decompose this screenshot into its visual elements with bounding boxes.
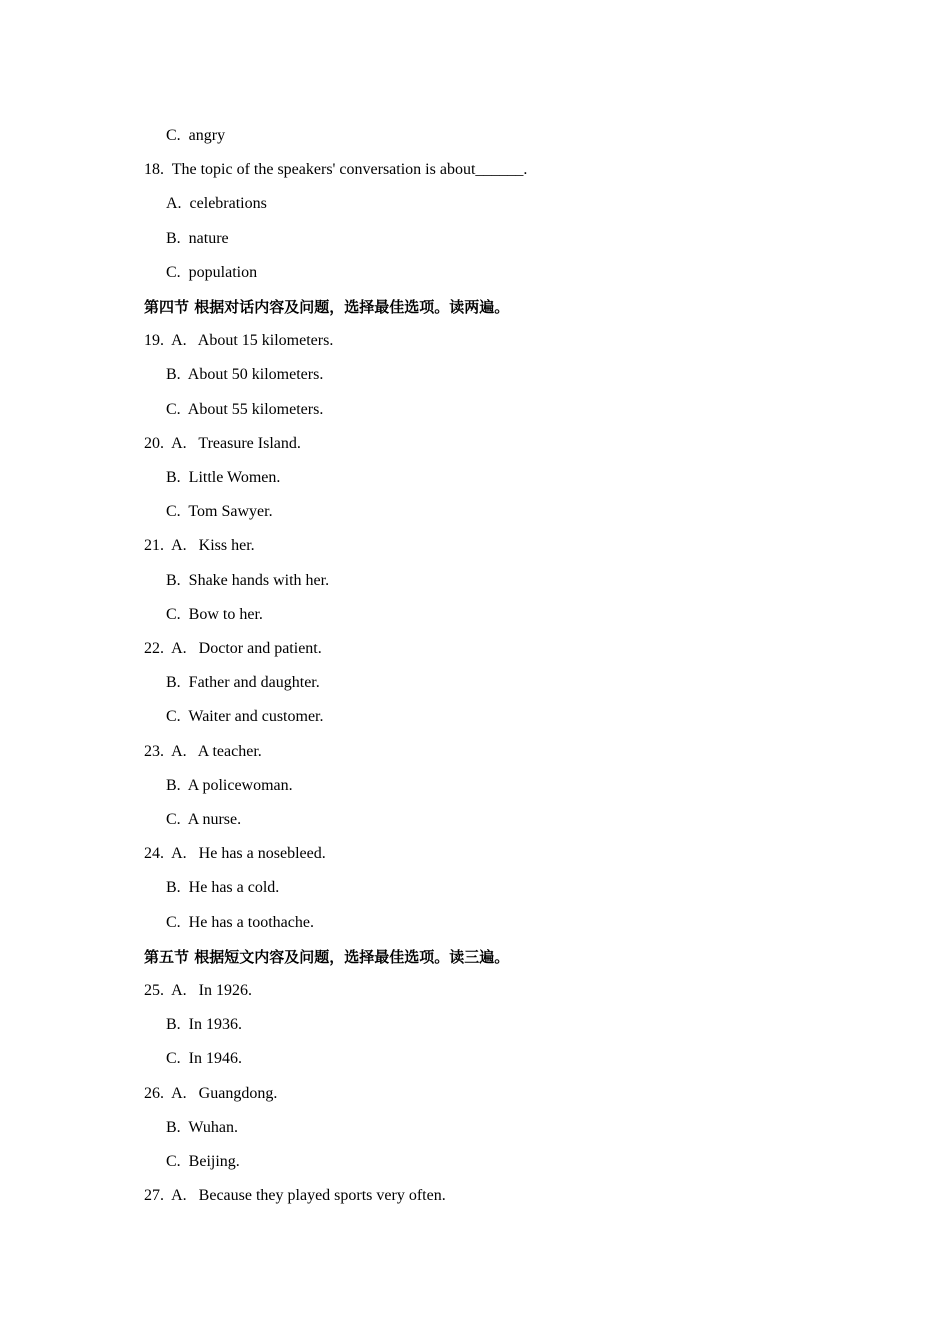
text-line: 21. A. Kiss her. — [144, 537, 255, 554]
text-line: C. angry — [166, 127, 226, 144]
text-line: B. nature — [166, 230, 229, 247]
section-heading: 第五节 根据短文内容及问题，选择最佳选项。读三遍。 — [144, 948, 510, 966]
text-line: C. Waiter and customer. — [166, 708, 324, 725]
text-line: 25. A. In 1926. — [144, 982, 252, 999]
text-line: C. About 55 kilometers. — [166, 401, 324, 418]
text-line: 20. A. Treasure Island. — [144, 435, 301, 452]
text-line: 26. A. Guangdong. — [144, 1085, 278, 1102]
text-line: C. Beijing. — [166, 1153, 240, 1170]
text-line: C. In 1946. — [166, 1050, 242, 1067]
section-heading: 第四节 根据对话内容及问题，选择最佳选项。读两遍。 — [144, 298, 510, 316]
text-line: B. In 1936. — [166, 1016, 242, 1033]
text-line: 27. A. Because they played sports very often. — [144, 1187, 446, 1204]
text-line: C. A nurse. — [166, 811, 242, 828]
text-line: B. About 50 kilometers. — [166, 366, 324, 383]
text-line: C. population — [166, 264, 258, 281]
text-line: B. Wuhan. — [166, 1119, 238, 1136]
text-line: 23. A. A teacher. — [144, 743, 262, 760]
text-line: A. celebrations — [166, 195, 267, 212]
text-line: B. Little Women. — [166, 469, 281, 486]
text-line: B. A policewoman. — [166, 777, 293, 794]
text-line: C. Bow to her. — [166, 606, 263, 623]
text-line: 22. A. Doctor and patient. — [144, 640, 322, 657]
text-line: 24. A. He has a nosebleed. — [144, 845, 326, 862]
text-line: C. Tom Sawyer. — [166, 503, 273, 520]
text-line: 18. The topic of the speakers' conversation is about______. — [144, 161, 528, 178]
text-line: B. Father and daughter. — [166, 674, 320, 691]
text-line: B. He has a cold. — [166, 879, 280, 896]
text-line: C. He has a toothache. — [166, 914, 314, 931]
text-line: 19. A. About 15 kilometers. — [144, 332, 334, 349]
text-line: B. Shake hands with her. — [166, 572, 330, 589]
